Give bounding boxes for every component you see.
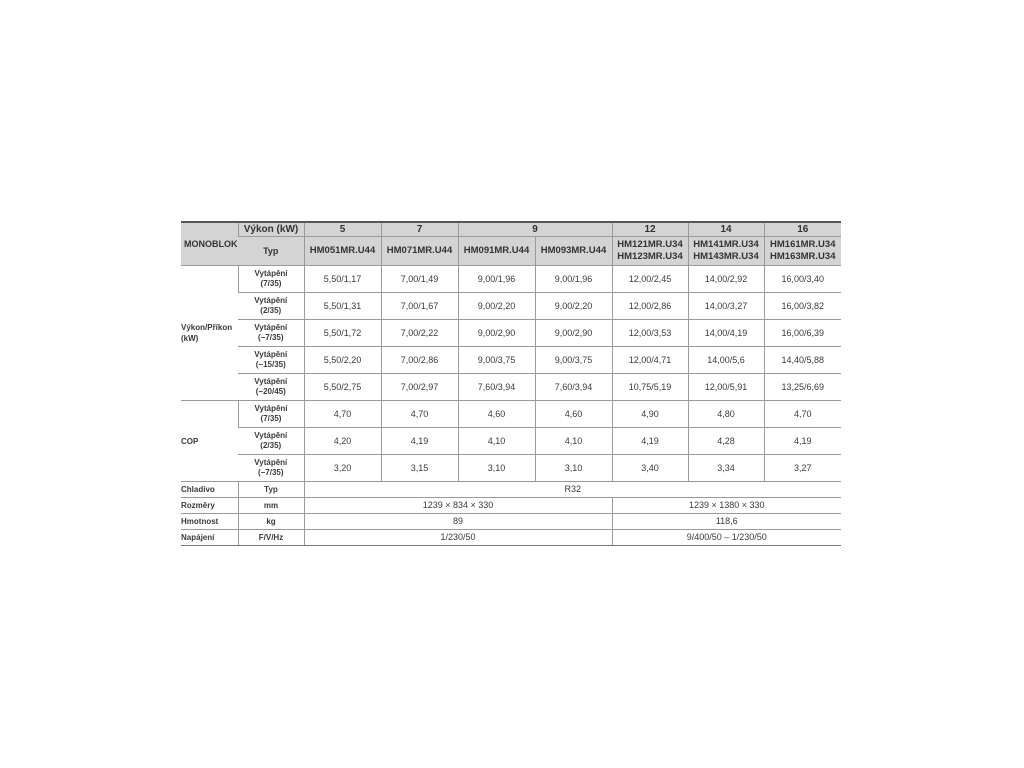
value-cell: 89 [304,514,612,530]
value-cell: 9,00/2,90 [458,320,535,347]
value-cell: 12,00/4,71 [612,347,688,374]
value-cell: 3,10 [535,455,612,482]
cop-group-label: COP [181,401,238,482]
model-name: HM071MR.U44 [386,245,453,256]
mode-label: Vytápění [254,350,288,359]
spec-table [181,221,841,546]
model-cell [458,237,535,266]
condition-cell [238,374,304,401]
value-cell: 9,00/3,75 [458,347,535,374]
model-name: HM091MR.U44 [463,245,530,256]
value-cell: 4,70 [304,401,381,428]
spec-label: Rozměry [181,498,238,514]
value-cell: 13,25/6,69 [764,374,841,401]
model-name: HM093MR.U44 [540,245,607,256]
value-cell: 4,60 [535,401,612,428]
value-cell: 7,00/2,97 [381,374,458,401]
value-cell: 5,50/1,72 [304,320,381,347]
value-cell: 12,00/5,91 [688,374,764,401]
model-cell [688,237,764,266]
value-cell: 3,40 [612,455,688,482]
temperature-label: (−20/45) [255,387,286,396]
value-cell: 4,70 [764,401,841,428]
mode-label: Vytápění [254,431,288,440]
value-cell: 118,6 [612,514,841,530]
value-cell: 4,70 [381,401,458,428]
value-cell: 9,00/2,90 [535,320,612,347]
value-cell: 4,10 [458,428,535,455]
model-name: HM161MR.U34 [770,239,836,250]
footer-section [181,482,841,546]
mode-label: Vytápění [254,404,288,413]
temperature-label: (−7/35) [257,333,284,342]
value-cell: 7,60/3,94 [535,374,612,401]
capacity-label: Výkon (kW) [238,222,304,237]
value-cell: 5,50/1,17 [304,266,381,293]
value-cell: 4,60 [458,401,535,428]
spec-label: Napájení [181,530,238,546]
monoblok-label: MONOBLOK [181,222,238,266]
value-cell: 9,00/1,96 [458,266,535,293]
mode-label: Vytápění [254,458,288,467]
temperature-label: (−7/35) [257,468,284,477]
model-name: HM121MR.U34 [617,239,683,250]
mode-label: Vytápění [254,296,288,305]
value-cell: 14,00/4,19 [688,320,764,347]
value-cell: 10,75/5,19 [612,374,688,401]
value-cell: 9,00/2,20 [458,293,535,320]
model-cell [535,237,612,266]
mode-label: Vytápění [254,323,288,332]
value-cell: 4,20 [304,428,381,455]
value-cell: 16,00/3,40 [764,266,841,293]
condition-cell [238,266,304,293]
mode-label: Vytápění [254,269,288,278]
table-row [181,293,841,320]
condition-cell [238,455,304,482]
value-cell: 3,27 [764,455,841,482]
power-section [181,266,841,401]
condition-cell [238,320,304,347]
temperature-label: (2/35) [260,441,282,450]
model-cell [764,237,841,266]
value-cell: 14,00/2,92 [688,266,764,293]
capacity-cell: 12 [612,222,688,237]
cop-section [181,401,841,482]
capacity-cell: 7 [381,222,458,237]
value-cell: 16,00/6,39 [764,320,841,347]
value-cell: 4,19 [764,428,841,455]
model-name: HM143MR.U34 [693,251,759,262]
value-cell: 4,19 [381,428,458,455]
model-name: HM123MR.U34 [617,251,683,262]
table-row [181,374,841,401]
capacity-header-row [181,222,841,237]
model-name: HM163MR.U34 [770,251,836,262]
value-cell: 9,00/1,96 [535,266,612,293]
value-cell: 14,00/3,27 [688,293,764,320]
value-cell: 1239 × 834 × 330 [304,498,612,514]
value-cell: 1239 × 1380 × 330 [612,498,841,514]
value-cell: 3,10 [458,455,535,482]
table-row [181,428,841,455]
value-cell: 5,50/2,75 [304,374,381,401]
capacity-cell: 14 [688,222,764,237]
capacity-cell: 9 [458,222,612,237]
table-row [181,266,841,293]
model-name: HM051MR.U44 [309,245,376,256]
spec-label: Hmotnost [181,514,238,530]
model-name: HM141MR.U34 [693,239,759,250]
value-cell: 4,10 [535,428,612,455]
value-cell: 7,00/1,49 [381,266,458,293]
value-cell: 4,19 [612,428,688,455]
value-cell: 5,50/1,31 [304,293,381,320]
table-row [181,320,841,347]
temperature-label: (7/35) [260,279,282,288]
table-row [181,514,841,530]
table-row [181,498,841,514]
value-cell: 7,00/1,67 [381,293,458,320]
table-row [181,482,841,498]
mode-label: Vytápění [254,377,288,386]
value-cell: 9,00/2,20 [535,293,612,320]
value-cell: 7,60/3,94 [458,374,535,401]
value-cell: 12,00/2,45 [612,266,688,293]
value-cell: 3,20 [304,455,381,482]
value-cell: 14,00/5,6 [688,347,764,374]
value-cell: 12,00/3,53 [612,320,688,347]
power-group-label: Výkon/Příkon (kW) [181,266,238,401]
value-cell: 4,28 [688,428,764,455]
unit-label: mm [238,498,304,514]
condition-cell [238,347,304,374]
value-cell: R32 [304,482,841,498]
value-cell: 7,00/2,86 [381,347,458,374]
table-row [181,455,841,482]
model-cell [381,237,458,266]
value-cell: 12,00/2,86 [612,293,688,320]
temperature-label: (7/35) [260,414,282,423]
temperature-label: (−15/35) [255,360,286,369]
table-row [181,530,841,546]
capacity-cell: 5 [304,222,381,237]
value-cell: 16,00/3,82 [764,293,841,320]
table-row [181,401,841,428]
model-cell [612,237,688,266]
value-cell: 4,90 [612,401,688,428]
spec-label: Chladivo [181,482,238,498]
model-header-row [181,237,841,266]
value-cell: 14,40/5,88 [764,347,841,374]
unit-label: kg [238,514,304,530]
condition-cell [238,293,304,320]
value-cell: 5,50/2,20 [304,347,381,374]
unit-label: Typ [238,482,304,498]
table-row [181,347,841,374]
condition-cell [238,401,304,428]
model-cell [304,237,381,266]
condition-cell [238,428,304,455]
value-cell: 9/400/50 – 1/230/50 [612,530,841,546]
value-cell: 9,00/3,75 [535,347,612,374]
value-cell: 4,80 [688,401,764,428]
value-cell: 3,15 [381,455,458,482]
temperature-label: (2/35) [260,306,282,315]
value-cell: 1/230/50 [304,530,612,546]
capacity-cell: 16 [764,222,841,237]
type-label: Typ [238,237,304,266]
value-cell: 3,34 [688,455,764,482]
value-cell: 7,00/2,22 [381,320,458,347]
unit-label: F/V/Hz [238,530,304,546]
